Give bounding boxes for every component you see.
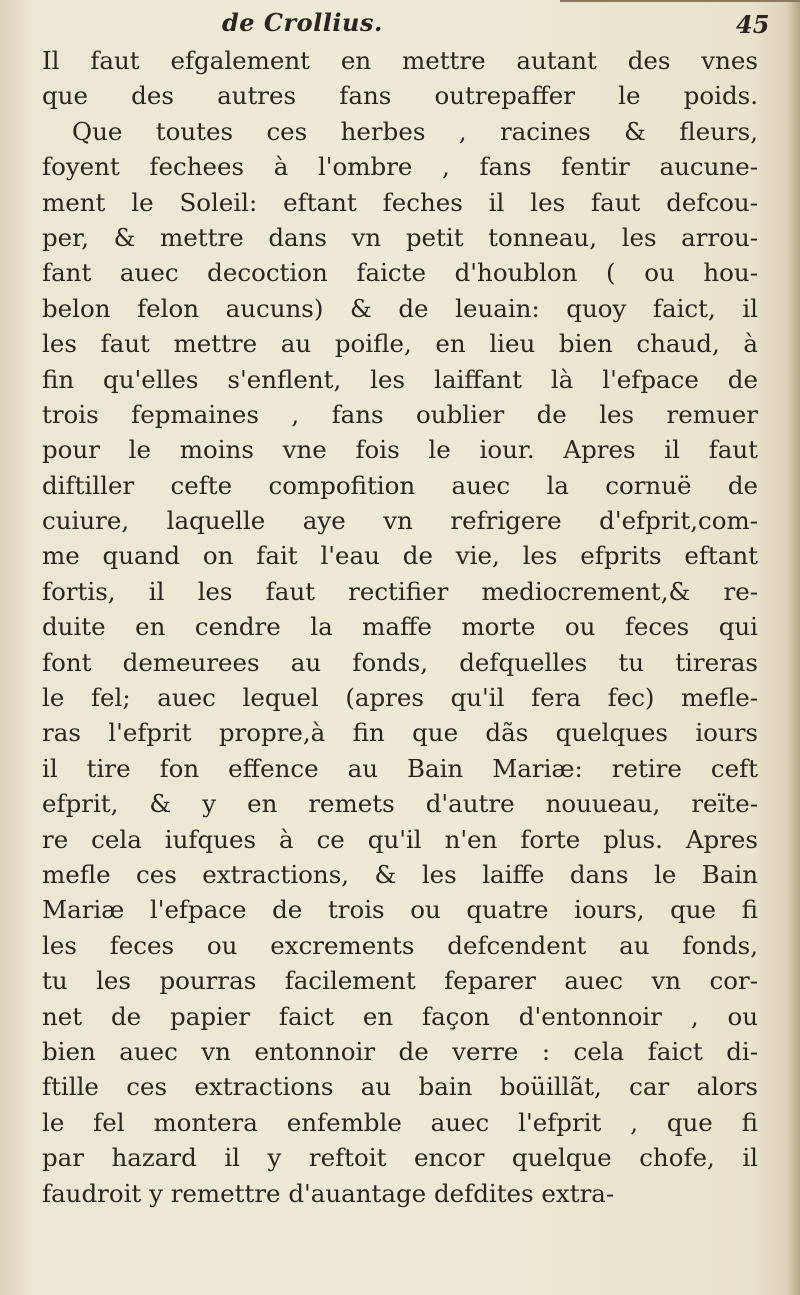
running-title: de Crollius. — [222, 8, 383, 37]
text-line: per, & mettre dans vn petit tonneau, les arrou- — [42, 222, 758, 252]
text-line: que des autres fans outrepaffer le poids. — [42, 81, 758, 111]
text-line: fortis, il les faut rectifier mediocrement,& re- — [42, 576, 758, 606]
text-line: diftiller cefte compofition auec la cornuë de — [42, 470, 758, 500]
text-line: Que toutes ces herbes , racines & fleurs, — [72, 116, 758, 146]
text-line: Il faut efgalement en mettre autant des vnes — [42, 46, 758, 75]
text-line: le fel; auec lequel (apres qu'il fera fec) mefle- — [42, 683, 758, 713]
text-line: par hazard il y reftoit encor quelque chofe, il — [42, 1143, 758, 1173]
text-line: ras l'efprit propre,à fin que dãs quelques iours — [42, 718, 758, 748]
body-text — [42, 43, 758, 1211]
text-line: font demeurees au fonds, defquelles tu tireras — [42, 647, 758, 677]
page-gutter-shadow — [786, 0, 800, 1295]
text-line: ftille ces extractions au bain boüillãt, car alors — [42, 1072, 758, 1102]
text-line: tu les pourras facilement feparer auec vn cor- — [42, 966, 758, 996]
text-line: ment le Soleil: eftant feches il les faut defcou- — [42, 187, 758, 217]
text-line: trois fepmaines , fans oublier de les remuer — [42, 399, 758, 429]
text-line: belon felon aucuns) & de leuain: quoy faict, il — [42, 293, 758, 323]
text-line: cuiure, laquelle aye vn refrigere d'efprit,com- — [42, 506, 758, 536]
text-line: mefle ces extractions, & les laiffe dans le Bain — [42, 859, 758, 889]
header-rule — [560, 0, 800, 2]
text-line: les feces ou excrements defcendent au fonds, — [42, 930, 758, 960]
text-line: Mariæ l'efpace de trois ou quatre iours, que fi — [42, 895, 758, 925]
text-line: il tire fon effence au Bain Mariæ: retire ceft — [42, 753, 758, 783]
text-line: re cela iufques à ce qu'il n'en forte plus. Apres — [42, 824, 758, 854]
text-line: fant auec decoction faicte d'houblon ( ou hou- — [42, 258, 758, 288]
page-number: 45 — [736, 10, 770, 39]
text-line: les faut mettre au poifle, en lieu bien chaud, à — [42, 329, 758, 359]
text-line: net de papier faict en façon d'entonnoir , ou — [42, 1001, 758, 1031]
text-line: bien auec vn entonnoir de verre : cela faict di- — [42, 1036, 758, 1066]
text-line: efprit, & y en remets d'autre nouueau, reïte- — [42, 789, 758, 819]
text-line: pour le moins vne fois le iour. Apres il faut — [42, 435, 758, 465]
text-line: duite en cendre la maffe morte ou feces qui — [42, 612, 758, 642]
text-line: fin qu'elles s'enflent, les laiffant là l'efpace de — [42, 364, 758, 394]
text-line: foyent fechees à l'ombre , fans fentir aucune- — [42, 152, 758, 182]
text-line: me quand on fait l'eau de vie, les efprits eftant — [42, 541, 758, 571]
text-line: le fel montera enfemble auec l'efprit , que fi — [42, 1107, 758, 1137]
text-line: faudroit y remettre d'auantage defdites extra- — [42, 1178, 615, 1208]
